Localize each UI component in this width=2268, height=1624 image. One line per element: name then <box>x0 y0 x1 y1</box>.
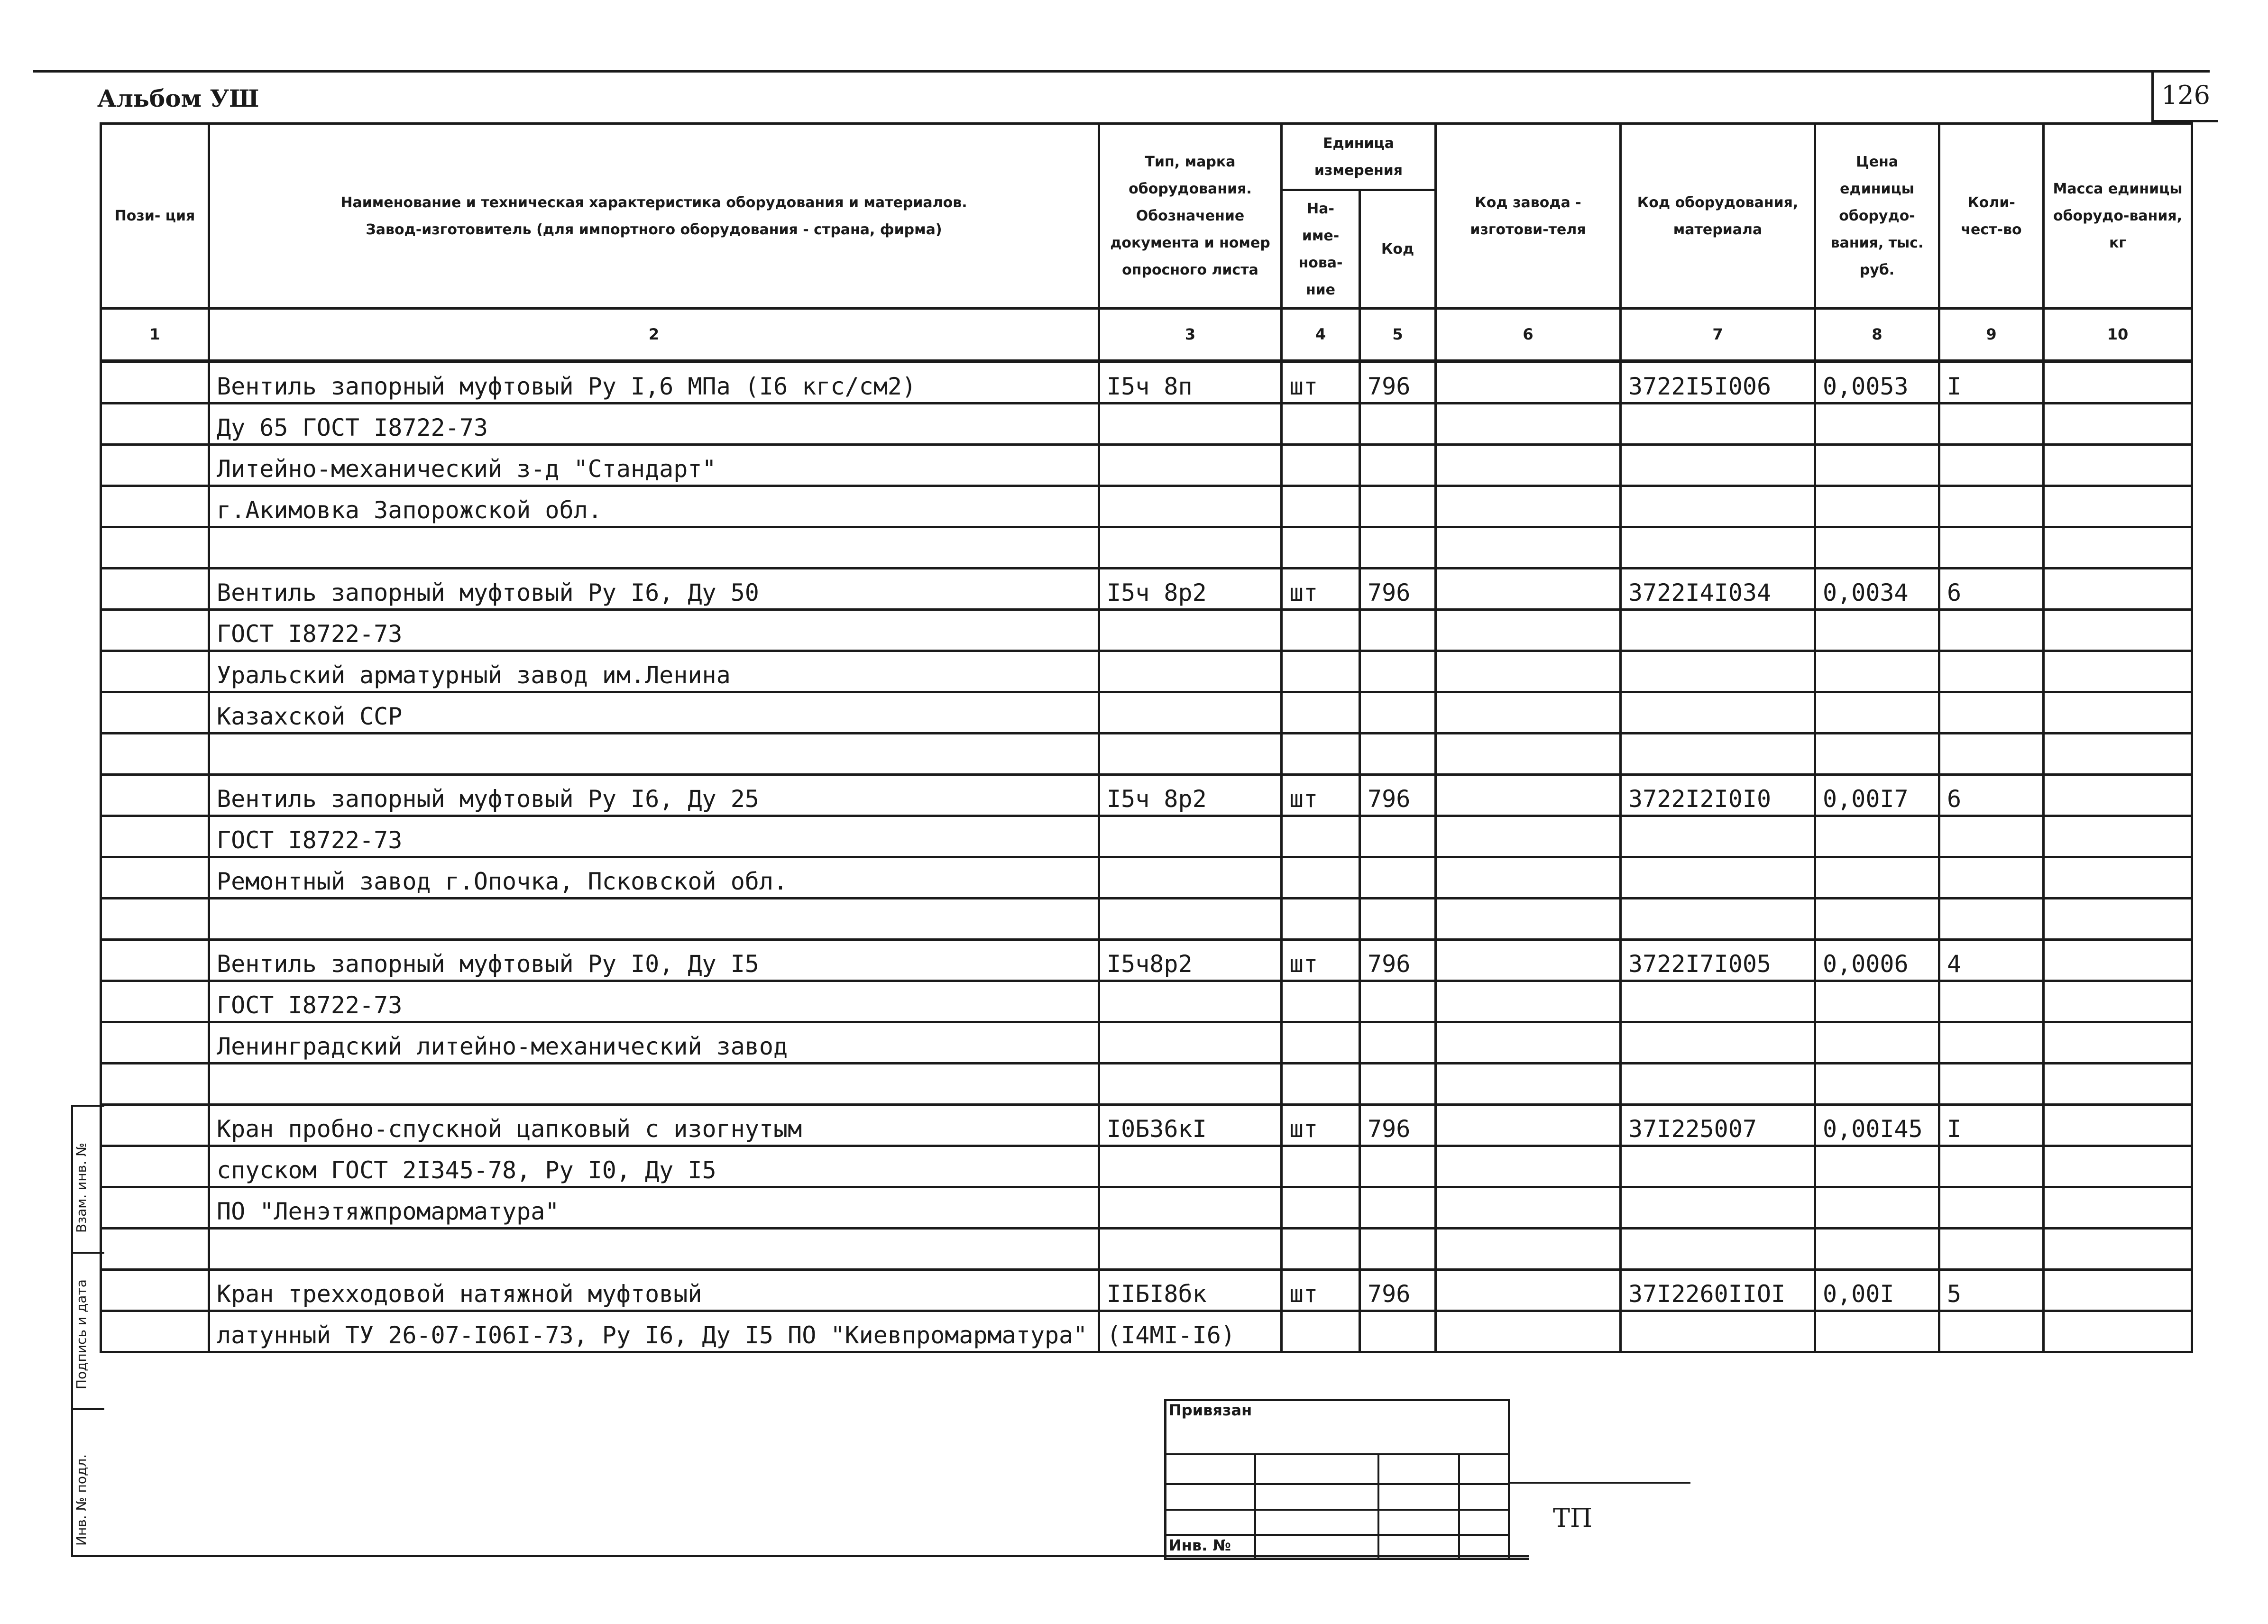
table-row <box>101 527 2192 569</box>
col-number: 6 <box>1436 309 1621 362</box>
cell-qty <box>1939 899 2044 940</box>
col-type-header: Тип, марка оборудования. Обозначение документа и номер опросного листа <box>1099 124 1282 309</box>
cell-price <box>1815 1311 1939 1352</box>
cell-maker-code <box>1436 1311 1621 1352</box>
album-label: Альбом УШ <box>97 84 259 112</box>
cell-mass <box>2044 1022 2192 1064</box>
cell-unit-code <box>1360 610 1436 651</box>
cell-mass <box>2044 1270 2192 1311</box>
cell-type <box>1099 1187 1282 1229</box>
cell-name: Вентиль запорный муфтовый Ру I,6 МПа (I6 кгс/см2) <box>209 361 1099 404</box>
cell-qty: 6 <box>1939 569 2044 610</box>
cell-maker-code <box>1436 1270 1621 1311</box>
cell-equip-code: 37I2260IIOI <box>1621 1270 1815 1311</box>
cell-type <box>1099 734 1282 775</box>
cell-unit-code <box>1360 1146 1436 1187</box>
cell-mass <box>2044 692 2192 734</box>
cell-price <box>1815 1146 1939 1187</box>
cell-mass <box>2044 981 2192 1022</box>
cell-name: Вентиль запорный муфтовый Ру I0, Ду I5 <box>209 940 1099 981</box>
cell-pos <box>101 734 209 775</box>
cell-type <box>1099 1229 1282 1270</box>
table-row <box>101 899 2192 940</box>
cell-maker-code <box>1436 361 1621 404</box>
cell-unit-code <box>1360 527 1436 569</box>
cell-mass <box>2044 899 2192 940</box>
cell-mass <box>2044 857 2192 899</box>
table-row <box>101 981 2192 1022</box>
cell-maker-code <box>1436 1022 1621 1064</box>
binding-stamp <box>1164 1399 1510 1560</box>
cell-type: I5ч8р2 <box>1099 940 1282 981</box>
cell-unit-code <box>1360 1022 1436 1064</box>
cell-price <box>1815 486 1939 527</box>
cell-unit <box>1282 816 1360 857</box>
cell-qty <box>1939 610 2044 651</box>
col-price-header: Цена единицы оборудо-вания, тыс. руб. <box>1815 124 1939 309</box>
cell-unit: шт <box>1282 775 1360 816</box>
col-mass-header: Масса единицы оборудо-вания, кг <box>2044 124 2192 309</box>
cell-name: г.Акимовка Запорожской обл. <box>209 486 1099 527</box>
cell-qty <box>1939 1187 2044 1229</box>
cell-name: ГОСТ I8722-73 <box>209 610 1099 651</box>
table-row <box>101 940 2192 981</box>
sidebar-signature-label: Подпись и дата <box>73 1279 89 1389</box>
col-equip-code-header: Код оборудования, материала <box>1621 124 1815 309</box>
col-number: 5 <box>1360 309 1436 362</box>
cell-pos <box>101 610 209 651</box>
stamp-label: Привязан <box>1169 1401 1252 1419</box>
cell-maker-code <box>1436 734 1621 775</box>
table-row <box>101 692 2192 734</box>
cell-maker-code <box>1436 527 1621 569</box>
cell-name: спуском ГОСТ 2I345-78, Ру I0, Ду I5 <box>209 1146 1099 1187</box>
cell-unit-code <box>1360 1229 1436 1270</box>
cell-name: ГОСТ I8722-73 <box>209 816 1099 857</box>
cell-name <box>209 1229 1099 1270</box>
cell-equip-code <box>1621 1146 1815 1187</box>
page-number: 126 <box>2151 70 2218 122</box>
cell-qty: 6 <box>1939 775 2044 816</box>
cell-type <box>1099 651 1282 692</box>
cell-price <box>1815 651 1939 692</box>
cell-unit <box>1282 899 1360 940</box>
cell-qty: I <box>1939 1105 2044 1146</box>
cell-type: I5ч 8р2 <box>1099 775 1282 816</box>
cell-unit-code: 796 <box>1360 361 1436 404</box>
cell-pos <box>101 816 209 857</box>
cell-unit: шт <box>1282 361 1360 404</box>
cell-name: ПО "Ленэтяжпромарматура" <box>209 1187 1099 1229</box>
cell-unit <box>1282 1064 1360 1105</box>
col-name-header: Наименование и техническая характеристика оборудования и материалов. Завод-изготовитель (для импортного оборудования - страна, фирма) <box>209 124 1099 309</box>
cell-unit-code <box>1360 1187 1436 1229</box>
cell-price <box>1815 1022 1939 1064</box>
col-number: 10 <box>2044 309 2192 362</box>
cell-pos <box>101 527 209 569</box>
cell-price <box>1815 1064 1939 1105</box>
cell-equip-code <box>1621 1064 1815 1105</box>
col-number: 7 <box>1621 309 1815 362</box>
cell-type <box>1099 404 1282 445</box>
col-number: 3 <box>1099 309 1282 362</box>
cell-pos <box>101 1064 209 1105</box>
cell-maker-code <box>1436 404 1621 445</box>
stamp-side-line <box>1510 1482 1690 1484</box>
cell-type: I5ч 8р2 <box>1099 569 1282 610</box>
cell-qty <box>1939 692 2044 734</box>
table-row <box>101 445 2192 486</box>
cell-qty <box>1939 404 2044 445</box>
cell-maker-code <box>1436 899 1621 940</box>
cell-mass <box>2044 361 2192 404</box>
cell-pos <box>101 569 209 610</box>
cell-pos <box>101 486 209 527</box>
cell-unit-code: 796 <box>1360 940 1436 981</box>
table-row <box>101 1146 2192 1187</box>
cell-name: Казахской ССР <box>209 692 1099 734</box>
cell-qty <box>1939 1311 2044 1352</box>
cell-unit-code <box>1360 1064 1436 1105</box>
cell-qty <box>1939 1022 2044 1064</box>
cell-maker-code <box>1436 445 1621 486</box>
cell-equip-code <box>1621 1229 1815 1270</box>
cell-unit-code <box>1360 651 1436 692</box>
cell-pos <box>101 692 209 734</box>
cell-unit-code <box>1360 1311 1436 1352</box>
cell-price: 0,0053 <box>1815 361 1939 404</box>
cell-pos <box>101 445 209 486</box>
cell-name: Ду 65 ГОСТ I8722-73 <box>209 404 1099 445</box>
cell-price <box>1815 404 1939 445</box>
cell-qty <box>1939 1146 2044 1187</box>
cell-unit <box>1282 404 1360 445</box>
cell-mass <box>2044 1187 2192 1229</box>
cell-price <box>1815 981 1939 1022</box>
cell-unit <box>1282 486 1360 527</box>
cell-mass <box>2044 610 2192 651</box>
specification-table <box>100 122 2193 1353</box>
cell-pos <box>101 404 209 445</box>
cell-pos <box>101 1229 209 1270</box>
cell-unit <box>1282 857 1360 899</box>
cell-type <box>1099 816 1282 857</box>
cell-equip-code <box>1621 610 1815 651</box>
cell-type: (I4МI-I6) <box>1099 1311 1282 1352</box>
col-number: 1 <box>101 309 209 362</box>
cell-unit <box>1282 651 1360 692</box>
cell-name: Ленинградский литейно-механический завод <box>209 1022 1099 1064</box>
table-row <box>101 857 2192 899</box>
cell-unit: шт <box>1282 940 1360 981</box>
cell-type: IIБI8бк <box>1099 1270 1282 1311</box>
cell-maker-code <box>1436 1187 1621 1229</box>
table-row <box>101 1022 2192 1064</box>
cell-maker-code <box>1436 569 1621 610</box>
cell-unit-code <box>1360 445 1436 486</box>
cell-maker-code <box>1436 981 1621 1022</box>
cell-maker-code <box>1436 692 1621 734</box>
cell-equip-code <box>1621 981 1815 1022</box>
col-number: 9 <box>1939 309 2044 362</box>
cell-mass <box>2044 486 2192 527</box>
cell-name <box>209 734 1099 775</box>
cell-name: ГОСТ I8722-73 <box>209 981 1099 1022</box>
col-unit-name-header: На-име-нова-ние <box>1282 190 1360 309</box>
cell-unit <box>1282 692 1360 734</box>
cell-mass <box>2044 445 2192 486</box>
cell-price <box>1815 816 1939 857</box>
cell-unit <box>1282 1229 1360 1270</box>
cell-name <box>209 899 1099 940</box>
col-unit-header: Единица измерения <box>1282 124 1436 190</box>
cell-qty <box>1939 1064 2044 1105</box>
cell-maker-code <box>1436 1105 1621 1146</box>
cell-unit-code <box>1360 816 1436 857</box>
cell-unit: шт <box>1282 569 1360 610</box>
cell-unit-code: 796 <box>1360 775 1436 816</box>
cell-unit: шт <box>1282 1270 1360 1311</box>
cell-unit-code <box>1360 486 1436 527</box>
cell-pos <box>101 775 209 816</box>
cell-type <box>1099 610 1282 651</box>
cell-type: I0Б36кI <box>1099 1105 1282 1146</box>
cell-unit: шт <box>1282 1105 1360 1146</box>
cell-equip-code <box>1621 857 1815 899</box>
cell-pos <box>101 1146 209 1187</box>
cell-equip-code <box>1621 527 1815 569</box>
table-row <box>101 1187 2192 1229</box>
approval-sidebar <box>33 1105 104 1555</box>
table-row <box>101 651 2192 692</box>
cell-qty <box>1939 857 2044 899</box>
cell-mass <box>2044 404 2192 445</box>
cell-type <box>1099 692 1282 734</box>
cell-unit <box>1282 445 1360 486</box>
table-row <box>101 1270 2192 1311</box>
cell-unit-code: 796 <box>1360 569 1436 610</box>
table-row <box>101 1064 2192 1105</box>
cell-maker-code <box>1436 651 1621 692</box>
cell-pos <box>101 1311 209 1352</box>
cell-maker-code <box>1436 816 1621 857</box>
cell-equip-code <box>1621 1022 1815 1064</box>
cell-unit <box>1282 734 1360 775</box>
cell-mass <box>2044 651 2192 692</box>
table-row <box>101 486 2192 527</box>
cell-qty <box>1939 651 2044 692</box>
cell-type <box>1099 1064 1282 1105</box>
table-row <box>101 775 2192 816</box>
cell-maker-code <box>1436 1146 1621 1187</box>
cell-equip-code <box>1621 486 1815 527</box>
cell-price <box>1815 527 1939 569</box>
cell-maker-code <box>1436 1229 1621 1270</box>
cell-unit-code: 796 <box>1360 1105 1436 1146</box>
cell-type <box>1099 1146 1282 1187</box>
cell-equip-code: 3722I7I005 <box>1621 940 1815 981</box>
cell-maker-code <box>1436 775 1621 816</box>
cell-qty: I <box>1939 361 2044 404</box>
sidebar-replace-inv-label: Взам. инв. № <box>73 1142 89 1233</box>
cell-type: I5ч 8п <box>1099 361 1282 404</box>
col-number: 2 <box>209 309 1099 362</box>
cell-mass <box>2044 816 2192 857</box>
cell-unit-code: 796 <box>1360 1270 1436 1311</box>
cell-price <box>1815 445 1939 486</box>
cell-pos <box>101 1270 209 1311</box>
cell-price <box>1815 899 1939 940</box>
cell-pos <box>101 899 209 940</box>
col-position-header: Пози- ция <box>101 124 209 309</box>
cell-unit-code <box>1360 734 1436 775</box>
cell-type <box>1099 486 1282 527</box>
cell-unit <box>1282 1022 1360 1064</box>
cell-qty: 5 <box>1939 1270 2044 1311</box>
cell-price: 0,00I45 <box>1815 1105 1939 1146</box>
cell-equip-code <box>1621 816 1815 857</box>
cell-qty <box>1939 486 2044 527</box>
cell-unit-code <box>1360 899 1436 940</box>
cell-qty <box>1939 734 2044 775</box>
col-number: 8 <box>1815 309 1939 362</box>
cell-equip-code: 37I225007 <box>1621 1105 1815 1146</box>
cell-price: 0,00I7 <box>1815 775 1939 816</box>
table-row <box>101 610 2192 651</box>
cell-pos <box>101 1187 209 1229</box>
cell-name: Вентиль запорный муфтовый Ру I6, Ду 25 <box>209 775 1099 816</box>
cell-type <box>1099 981 1282 1022</box>
cell-mass <box>2044 569 2192 610</box>
table-row <box>101 1229 2192 1270</box>
col-unit-code-header: Код <box>1360 190 1436 309</box>
cell-equip-code: 3722I2I0I0 <box>1621 775 1815 816</box>
cell-qty <box>1939 981 2044 1022</box>
col-maker-code-header: Код завода - изготови-теля <box>1436 124 1621 309</box>
cell-mass <box>2044 527 2192 569</box>
cell-price <box>1815 1187 1939 1229</box>
cell-equip-code <box>1621 651 1815 692</box>
cell-name: Кран трехходовой натяжной муфтовый <box>209 1270 1099 1311</box>
project-code-label: ТП <box>1553 1503 1593 1533</box>
cell-name <box>209 527 1099 569</box>
cell-mass <box>2044 1064 2192 1105</box>
cell-price: 0,0006 <box>1815 940 1939 981</box>
cell-equip-code: 3722I5I006 <box>1621 361 1815 404</box>
cell-name: латунный ТУ 26-07-I06I-73, Ру I6, Ду I5 ПО "Киевпромарматура" <box>209 1311 1099 1352</box>
cell-equip-code <box>1621 1187 1815 1229</box>
cell-name: Ремонтный завод г.Опочка, Псковской обл. <box>209 857 1099 899</box>
table-row <box>101 1105 2192 1146</box>
cell-pos <box>101 981 209 1022</box>
cell-pos <box>101 857 209 899</box>
cell-price <box>1815 734 1939 775</box>
col-qty-header: Коли-чест-во <box>1939 124 2044 309</box>
cell-price <box>1815 692 1939 734</box>
cell-unit <box>1282 610 1360 651</box>
cell-equip-code <box>1621 692 1815 734</box>
table-row <box>101 569 2192 610</box>
table-row <box>101 361 2192 404</box>
cell-mass <box>2044 775 2192 816</box>
cell-unit <box>1282 527 1360 569</box>
cell-equip-code <box>1621 899 1815 940</box>
cell-unit <box>1282 1187 1360 1229</box>
cell-type <box>1099 899 1282 940</box>
cell-pos <box>101 1105 209 1146</box>
cell-mass <box>2044 1105 2192 1146</box>
cell-mass <box>2044 1229 2192 1270</box>
cell-maker-code <box>1436 610 1621 651</box>
cell-name: Вентиль запорный муфтовый Ру I6, Ду 50 <box>209 569 1099 610</box>
cell-unit-code <box>1360 692 1436 734</box>
col-number: 4 <box>1282 309 1360 362</box>
cell-mass <box>2044 1311 2192 1352</box>
sidebar-inv-original-label: Инв. № подл. <box>73 1454 89 1546</box>
cell-qty: 4 <box>1939 940 2044 981</box>
cell-qty <box>1939 816 2044 857</box>
cell-maker-code <box>1436 486 1621 527</box>
cell-unit <box>1282 1146 1360 1187</box>
cell-maker-code <box>1436 857 1621 899</box>
bottom-line <box>71 1555 1529 1557</box>
cell-price <box>1815 857 1939 899</box>
cell-type <box>1099 527 1282 569</box>
cell-price: 0,00I <box>1815 1270 1939 1311</box>
cell-maker-code <box>1436 940 1621 981</box>
cell-equip-code: 3722I4I034 <box>1621 569 1815 610</box>
cell-name: Кран пробно-спускной цапковый с изогнутым <box>209 1105 1099 1146</box>
cell-unit-code <box>1360 981 1436 1022</box>
cell-qty <box>1939 527 2044 569</box>
cell-pos <box>101 1022 209 1064</box>
cell-name: Литейно-механический з-д "Стандарт" <box>209 445 1099 486</box>
cell-mass <box>2044 734 2192 775</box>
cell-unit-code <box>1360 857 1436 899</box>
cell-pos <box>101 361 209 404</box>
cell-unit <box>1282 981 1360 1022</box>
cell-type <box>1099 445 1282 486</box>
table-row <box>101 1311 2192 1352</box>
cell-unit-code <box>1360 404 1436 445</box>
stamp-inv-label: Инв. № <box>1169 1536 1231 1554</box>
cell-type <box>1099 857 1282 899</box>
cell-pos <box>101 940 209 981</box>
cell-pos <box>101 651 209 692</box>
cell-maker-code <box>1436 1064 1621 1105</box>
table-row <box>101 404 2192 445</box>
cell-price <box>1815 610 1939 651</box>
cell-equip-code <box>1621 1311 1815 1352</box>
cell-type <box>1099 1022 1282 1064</box>
cell-qty <box>1939 1229 2044 1270</box>
table-row <box>101 734 2192 775</box>
cell-equip-code <box>1621 404 1815 445</box>
cell-unit <box>1282 1311 1360 1352</box>
cell-name: Уральский арматурный завод им.Ленина <box>209 651 1099 692</box>
top-border <box>33 70 2210 73</box>
cell-mass <box>2044 940 2192 981</box>
cell-price <box>1815 1229 1939 1270</box>
cell-equip-code <box>1621 445 1815 486</box>
cell-mass <box>2044 1146 2192 1187</box>
table-row <box>101 816 2192 857</box>
cell-qty <box>1939 445 2044 486</box>
cell-price: 0,0034 <box>1815 569 1939 610</box>
cell-name <box>209 1064 1099 1105</box>
cell-equip-code <box>1621 734 1815 775</box>
